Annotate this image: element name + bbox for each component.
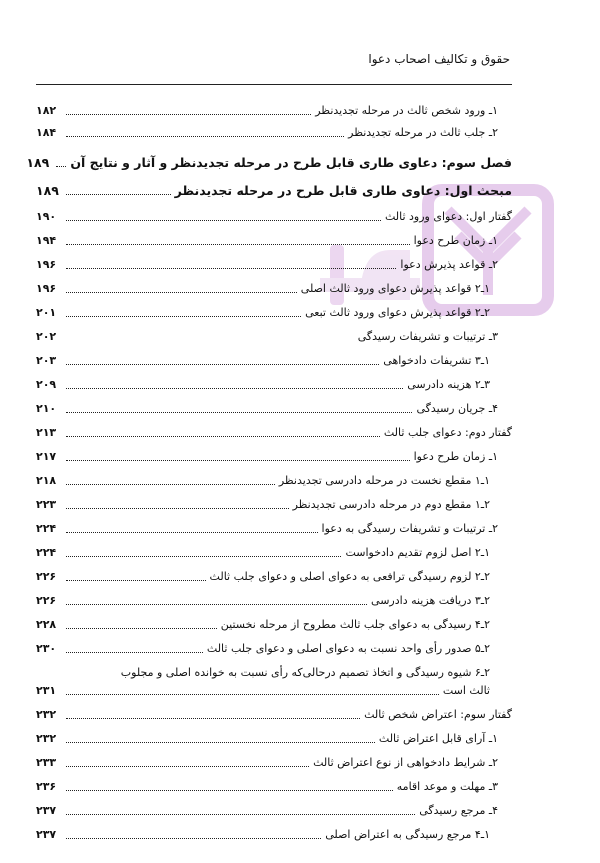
- toc-entry-title: ۱ـ ورود شخص ثالث در مرحله تجدیدنظر: [315, 104, 498, 117]
- toc-heading-entry: [26, 148, 512, 170]
- toc-page-number: ۲۱۷: [36, 450, 57, 463]
- toc-leader-dots: [56, 166, 66, 167]
- toc-page-number: ۲۰۹: [36, 378, 57, 391]
- toc-leader-dots: [66, 136, 344, 137]
- toc-page-number: ۱۸۹: [36, 183, 59, 198]
- header-rule: [36, 84, 512, 85]
- toc-entry: [36, 634, 512, 656]
- toc-entry-title: ۱ـ۱ مقطع نخست در مرحله دادرسی تجدیدنظر: [278, 474, 490, 487]
- toc-entry: [36, 562, 512, 584]
- toc-page-number: ۲۲۶: [36, 594, 57, 607]
- toc-page-number: ۲۰۱: [36, 306, 57, 319]
- running-header: حقوق و تکالیف اصحاب دعوا: [368, 52, 510, 66]
- toc-page-number: ۲۳۷: [36, 804, 57, 817]
- toc-leader-dots: [66, 766, 309, 767]
- toc-heading-entry: [36, 176, 512, 198]
- toc-entry: [36, 466, 512, 488]
- toc-page-number: ۱۹۴: [36, 234, 57, 247]
- toc-entry: [36, 274, 512, 296]
- toc-entry-title: ۲ـ۶ شیوه رسیدگی و اتخاذ تصمیم درحالی‌که رأی نسبت به خوانده اصلی و مجلوب: [120, 666, 490, 679]
- toc-entry-title: ۲ـ۵ صدور رأی واحد نسبت به دعوای اصلی و دعوای جلب ثالث: [206, 642, 490, 655]
- toc-entry-title: ۲ـ۳ دریافت هزینه دادرسی: [371, 594, 490, 607]
- toc-entry-title: ۱ـ زمان طرح دعوا: [413, 450, 498, 463]
- toc-entry: [36, 514, 512, 536]
- toc-page-number: ۲۱۰: [36, 402, 57, 415]
- toc-leader-dots: [66, 838, 321, 839]
- toc-page-number: ۱۹۶: [36, 258, 57, 271]
- toc-entry-title: ۲ـ قواعد پذیرش دعوا: [400, 258, 498, 271]
- toc-leader-dots: [66, 268, 396, 269]
- toc-leader-dots: [66, 364, 379, 365]
- toc-entry-title: گفتار سوم: اعتراض شخص ثالث: [364, 708, 512, 721]
- toc-page-number: ۲۳۳: [36, 756, 57, 769]
- toc-page-number: ۱۹۰: [36, 210, 57, 223]
- toc-entry: [36, 700, 512, 722]
- toc-entry-title: ۱ـ آرای قابل اعتراض ثالث: [378, 732, 498, 745]
- toc-entry: [36, 226, 512, 248]
- toc-entry-title: ثالث است: [442, 684, 490, 697]
- toc-entry-title: ۱ـ زمان طرح دعوا: [413, 234, 498, 247]
- toc-entry-title: ۱ـ۲ قواعد پذیرش دعوای ورود ثالث اصلی: [300, 282, 490, 295]
- toc-entry-title: ۳ـ۲ هزینه دادرسی: [407, 378, 490, 391]
- toc-entry: [36, 724, 512, 746]
- toc-leader-dots: [66, 436, 380, 437]
- toc-leader-dots: [66, 628, 217, 629]
- toc-page-number: ۱۹۶: [36, 282, 57, 295]
- toc-page-number: ۲۰۳: [36, 354, 57, 367]
- toc-page-number: ۲۰۲: [36, 330, 57, 343]
- toc-page-number: ۲۳۲: [36, 708, 57, 721]
- toc-leader-dots: [66, 194, 171, 195]
- toc-page-number: ۱۸۲: [36, 104, 57, 117]
- toc-leader-dots: [66, 220, 381, 221]
- toc-page-number: ۲۲۴: [36, 546, 57, 559]
- toc-entry-title: ۲ـ۲ لزوم رسیدگی ترافعی به دعوای اصلی و دعوای جلب ثالث: [209, 570, 490, 583]
- toc-page-number: ۲۱۳: [36, 426, 57, 439]
- toc-entry: [36, 772, 512, 794]
- toc-leader-dots: [66, 388, 403, 389]
- toc-page-number: ۲۲۳: [36, 498, 57, 511]
- toc-leader-dots: [66, 244, 410, 245]
- toc-entry: [36, 96, 512, 118]
- toc-page-number: ۲۳۶: [36, 780, 57, 793]
- toc-leader-dots: [66, 114, 311, 115]
- toc-page-number: ۲۱۸: [36, 474, 57, 487]
- toc-entry: [36, 796, 512, 818]
- toc-page-number: ۲۲۴: [36, 522, 57, 535]
- toc-leader-dots: [66, 652, 203, 653]
- toc-entry: [36, 610, 512, 632]
- toc-leader-dots: [66, 790, 393, 791]
- toc-entry-title: ۳ـ مهلت و موعد اقامه: [396, 780, 498, 793]
- toc-entry: [36, 820, 512, 842]
- toc-leader-dots: [66, 694, 439, 695]
- toc-entry-title: گفتار اول: دعوای ورود ثالث: [384, 210, 512, 223]
- toc-entry-title: ۴ـ مرجع رسیدگی: [419, 804, 498, 817]
- toc-entry-title: گفتار دوم: دعوای جلب ثالث: [383, 426, 512, 439]
- toc-entry-title: ۱ـ۴ مرجع رسیدگی به اعتراض اصلی: [325, 828, 490, 841]
- toc-entry: [36, 118, 512, 140]
- toc-entry: [36, 250, 512, 272]
- toc-entry-title: ۱ـ۳ تشریفات دادخواهی: [383, 354, 490, 367]
- toc-leader-dots: [66, 580, 206, 581]
- toc-entry-title: ۴ـ جریان رسیدگی: [416, 402, 498, 415]
- toc-page-number: ۲۳۰: [36, 642, 57, 655]
- toc-entry: [36, 346, 512, 368]
- toc-entry: [36, 676, 512, 698]
- toc-entry-title: ۲ـ۴ رسیدگی به دعوای جلب ثالث مطروح از مرحله نخستین: [220, 618, 490, 631]
- toc-entry: [36, 418, 512, 440]
- toc-leader-dots: [66, 292, 297, 293]
- toc-leader-dots: [66, 460, 410, 461]
- toc-page-number: ۱۸۴: [36, 126, 57, 139]
- toc-entry-title: ۱ـ۲ اصل لزوم تقدیم دادخواست: [345, 546, 490, 559]
- toc-entry-title: ۲ـ ترتیبات و تشریفات رسیدگی به دعوا: [321, 522, 498, 535]
- toc-entry: [36, 490, 512, 512]
- toc-page-number: ۲۲۶: [36, 570, 57, 583]
- toc-entry: [36, 394, 512, 416]
- toc-page-number: ۲۳۱: [36, 684, 57, 697]
- toc-leader-dots: [66, 742, 375, 743]
- toc-entry: [36, 538, 512, 560]
- toc-leader-dots: [66, 814, 415, 815]
- toc-entry: [36, 442, 512, 464]
- toc-entry-title: مبحث اول: دعاوی طاری قابل طرح در مرحله تجدیدنظر: [174, 183, 512, 198]
- toc-entry: [36, 322, 512, 344]
- toc-leader-dots: [66, 484, 275, 485]
- toc-entry-title: فصل سوم: دعاوی طاری قابل طرح در مرحله تجدیدنظر و آثار و نتایج آن: [70, 155, 512, 170]
- toc-leader-dots: [66, 556, 341, 557]
- toc-entry-title: ۲ـ شرایط دادخواهی از نوع اعتراض ثالث: [313, 756, 498, 769]
- toc-entry: [36, 586, 512, 608]
- toc-page-number: ۱۸۹: [26, 155, 50, 170]
- toc-entry: [36, 202, 512, 224]
- toc-leader-dots: [66, 412, 412, 413]
- toc-leader-dots: [66, 316, 301, 317]
- toc-page-number: ۲۳۲: [36, 732, 57, 745]
- toc-leader-dots: [66, 604, 367, 605]
- toc-entry-title: ۲ـ۱ مقطع دوم در مرحله دادرسی تجدیدنظر: [292, 498, 490, 511]
- toc-leader-dots: [66, 508, 289, 509]
- toc-leader-dots: [66, 532, 318, 533]
- toc-page-number: ۲۳۷: [36, 828, 57, 841]
- toc-entry: [36, 370, 512, 392]
- toc-entry-title: ۲ـ۲ قواعد پذیرش دعوای ورود ثالث تبعی: [305, 306, 490, 319]
- toc-entry-title: ۳ـ ترتیبات و تشریفات رسیدگی: [357, 330, 498, 343]
- toc-entry: [36, 748, 512, 770]
- toc-page-number: ۲۲۸: [36, 618, 57, 631]
- toc-leader-dots: [66, 718, 360, 719]
- toc-entry-title: ۲ـ جلب ثالث در مرحله تجدیدنظر: [348, 126, 498, 139]
- toc-entry: [36, 298, 512, 320]
